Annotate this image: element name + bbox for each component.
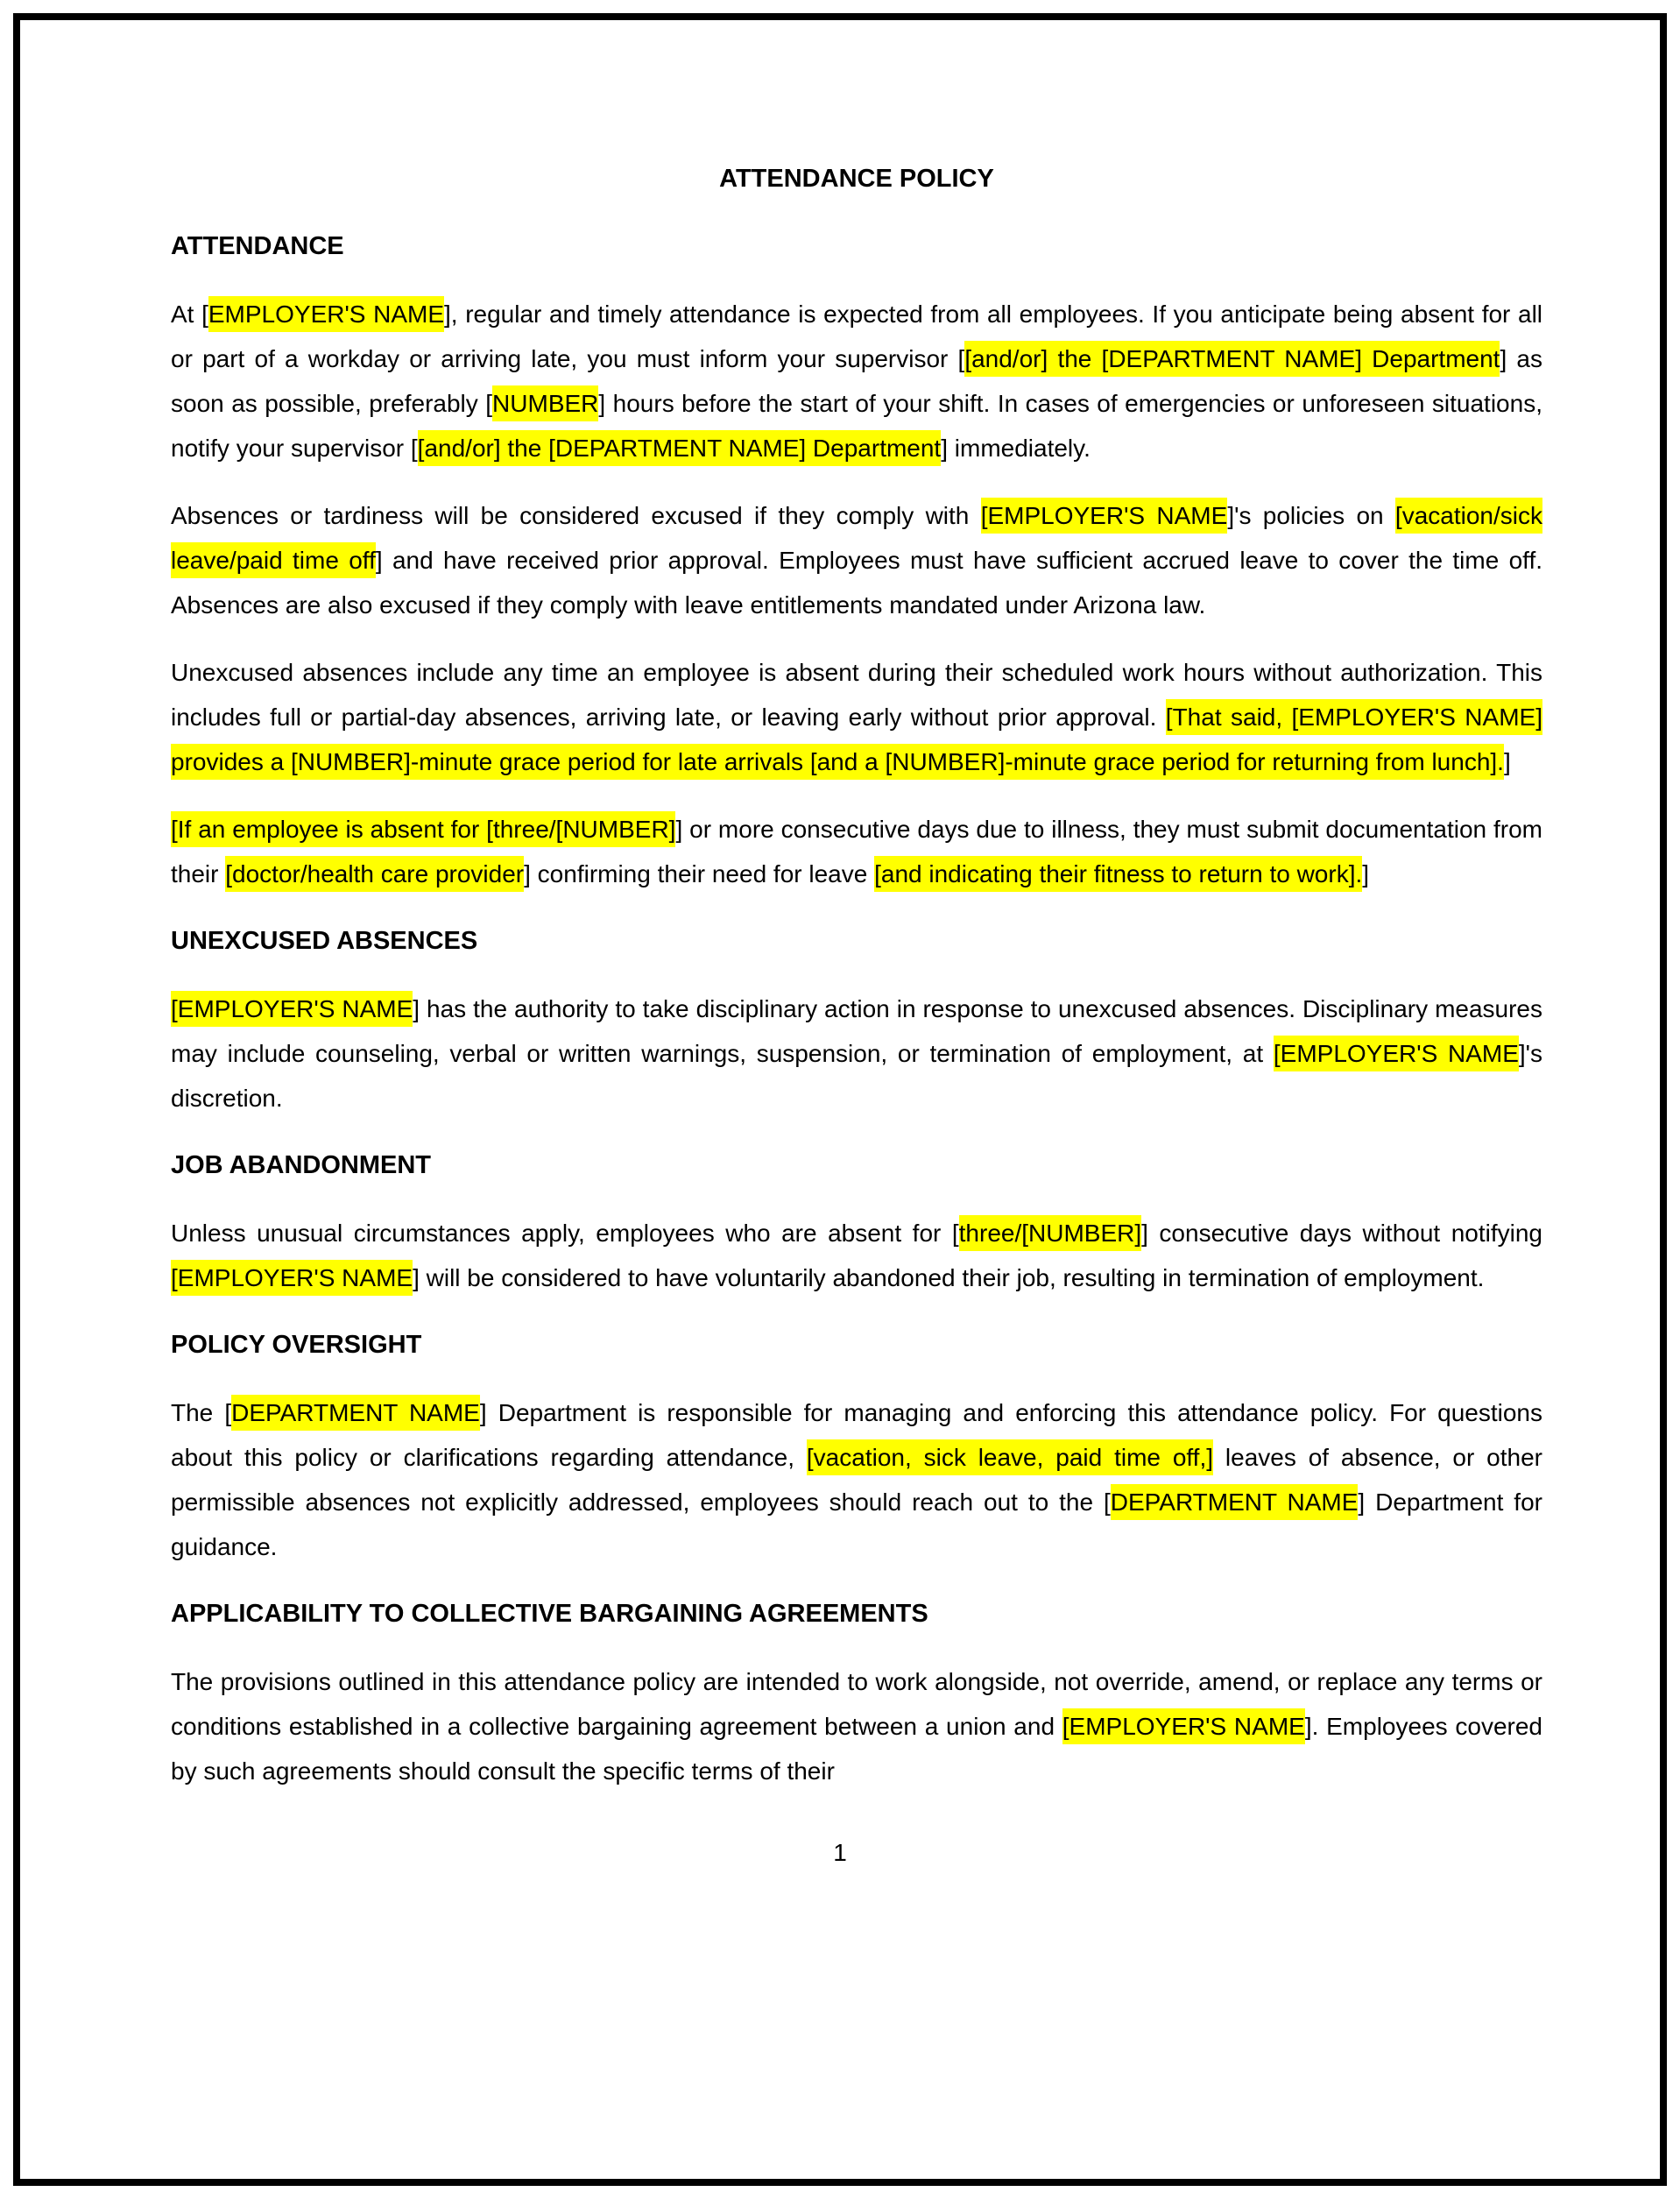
- highlight-segment: [EMPLOYER'S NAME: [1274, 1036, 1519, 1071]
- text-segment: ]'s discretion.: [171, 1040, 1542, 1112]
- text-segment: ] Department is responsible for managing and enforcing this attendance policy. For questions about this policy or clarifications regarding attendance,: [171, 1399, 1542, 1471]
- text-segment: ] Department for guidance.: [171, 1488, 1542, 1560]
- highlight-segment: [EMPLOYER'S NAME: [171, 1260, 413, 1296]
- highlight-segment: [EMPLOYER'S NAME: [1062, 1708, 1305, 1744]
- page-border-frame: [13, 13, 1667, 2186]
- highlight-segment: NUMBER: [492, 385, 598, 421]
- highlight-segment: EMPLOYER'S NAME: [208, 296, 444, 332]
- paragraph: [171, 1211, 1542, 1300]
- text-segment: leaves of absence, or other permissible absences not explicitly addressed, employees should reach out to the [: [171, 1444, 1543, 1516]
- paragraph: [171, 493, 1542, 627]
- highlight-segment: [vacation, sick leave, paid time off,]: [807, 1439, 1213, 1475]
- text-segment: At [: [171, 301, 208, 328]
- text-segment: ] or more consecutive days due to illness, they must submit documentation from their: [171, 816, 1543, 887]
- text-segment: ], regular and timely attendance is expected from all employees. If you anticipate being absent for all or part of a workday or arriving late, you must inform your supervisor [: [171, 301, 1543, 372]
- highlight-segment: [doctor/health care provider: [225, 856, 524, 892]
- text-segment: The provisions outlined in this attendance policy are intended to work alongside, not override, amend, or replace any terms or conditions established in a collective bargaining agreement between a union and: [171, 1668, 1542, 1740]
- text-segment: ] hours before the start of your shift. In cases of emergencies or unforeseen situations, notify your supervisor [: [171, 390, 1542, 462]
- highlight-segment: [EMPLOYER'S NAME: [171, 991, 413, 1027]
- highlight-segment: three/[NUMBER]: [959, 1215, 1142, 1251]
- text-segment: ] consecutive days without notifying: [1141, 1220, 1542, 1247]
- highlight-segment: DEPARTMENT NAME: [1111, 1484, 1359, 1520]
- text-segment: ] and have received prior approval. Employees must have sufficient accrued leave to cover the time off. Absences are also excused if they comply with leave entitlements mandated under Arizona law.: [171, 547, 1543, 619]
- text-segment: Absences or tardiness will be considered excused if they comply with: [171, 502, 981, 529]
- text-segment: ]: [1503, 748, 1511, 775]
- section-heading: ATTENDANCE: [171, 232, 344, 260]
- document-title: ATTENDANCE POLICY: [719, 165, 994, 193]
- paragraph: [171, 292, 1542, 470]
- highlight-segment: [and/or] the [DEPARTMENT NAME] Department: [418, 430, 942, 466]
- paragraph: [171, 986, 1542, 1121]
- highlight-segment: [That said, [EMPLOYER'S NAME] provides a [NUMBER]-minute grace period for late arrivals [and a [NUMBER]-minute grace period for returning from lunch].: [171, 699, 1542, 780]
- text-segment: The [: [171, 1399, 232, 1426]
- paragraph: [171, 1659, 1542, 1793]
- text-segment: ]. Employees covered by such agreements should consult the specific terms of their: [171, 1713, 1543, 1785]
- section-heading: POLICY OVERSIGHT: [171, 1331, 422, 1359]
- text-segment: ] confirming their need for leave: [524, 860, 875, 887]
- text-segment: ]'s policies on: [1227, 502, 1395, 529]
- text-segment: ] has the authority to take disciplinary action in response to unexcused absences. Disciplinary measures may include counseling, verbal or written warnings, suspension, or termination of employment, at: [171, 995, 1543, 1067]
- paragraph: [171, 650, 1542, 784]
- section-heading: UNEXCUSED ABSENCES: [171, 927, 478, 955]
- text-segment: ] immediately.: [941, 435, 1091, 462]
- paragraph: [171, 1390, 1542, 1569]
- highlight-segment: [vacation/sick leave/paid time off: [171, 498, 1542, 578]
- section-heading: APPLICABILITY TO COLLECTIVE BARGAINING AGREEMENTS: [171, 1600, 928, 1628]
- text-segment: Unexcused absences include any time an employee is absent during their scheduled work hours without authorization. This includes full or partial-day absences, arriving late, or leaving early without prior approval.: [171, 659, 1542, 731]
- paragraph: [171, 807, 1542, 896]
- highlight-segment: [and indicating their fitness to return to work].: [874, 856, 1362, 892]
- highlight-segment: DEPARTMENT NAME: [231, 1395, 480, 1431]
- highlight-segment: [EMPLOYER'S NAME: [981, 498, 1228, 534]
- text-segment: ] will be considered to have voluntarily abandoned their job, resulting in termination of employment.: [413, 1264, 1485, 1291]
- section-heading: JOB ABANDONMENT: [171, 1151, 431, 1179]
- text-segment: ]: [1362, 860, 1370, 887]
- text-segment: Unless unusual circumstances apply, employees who are absent for [: [171, 1220, 959, 1247]
- document-body: [20, 20, 1660, 1793]
- highlight-segment: [and/or] the [DEPARTMENT NAME] Department: [964, 341, 1500, 377]
- highlight-segment: [If an employee is absent for [three/[NUMBER]: [171, 811, 675, 847]
- page-number: 1: [833, 1839, 847, 1866]
- text-segment: ] as soon as possible, preferably [: [171, 345, 1542, 417]
